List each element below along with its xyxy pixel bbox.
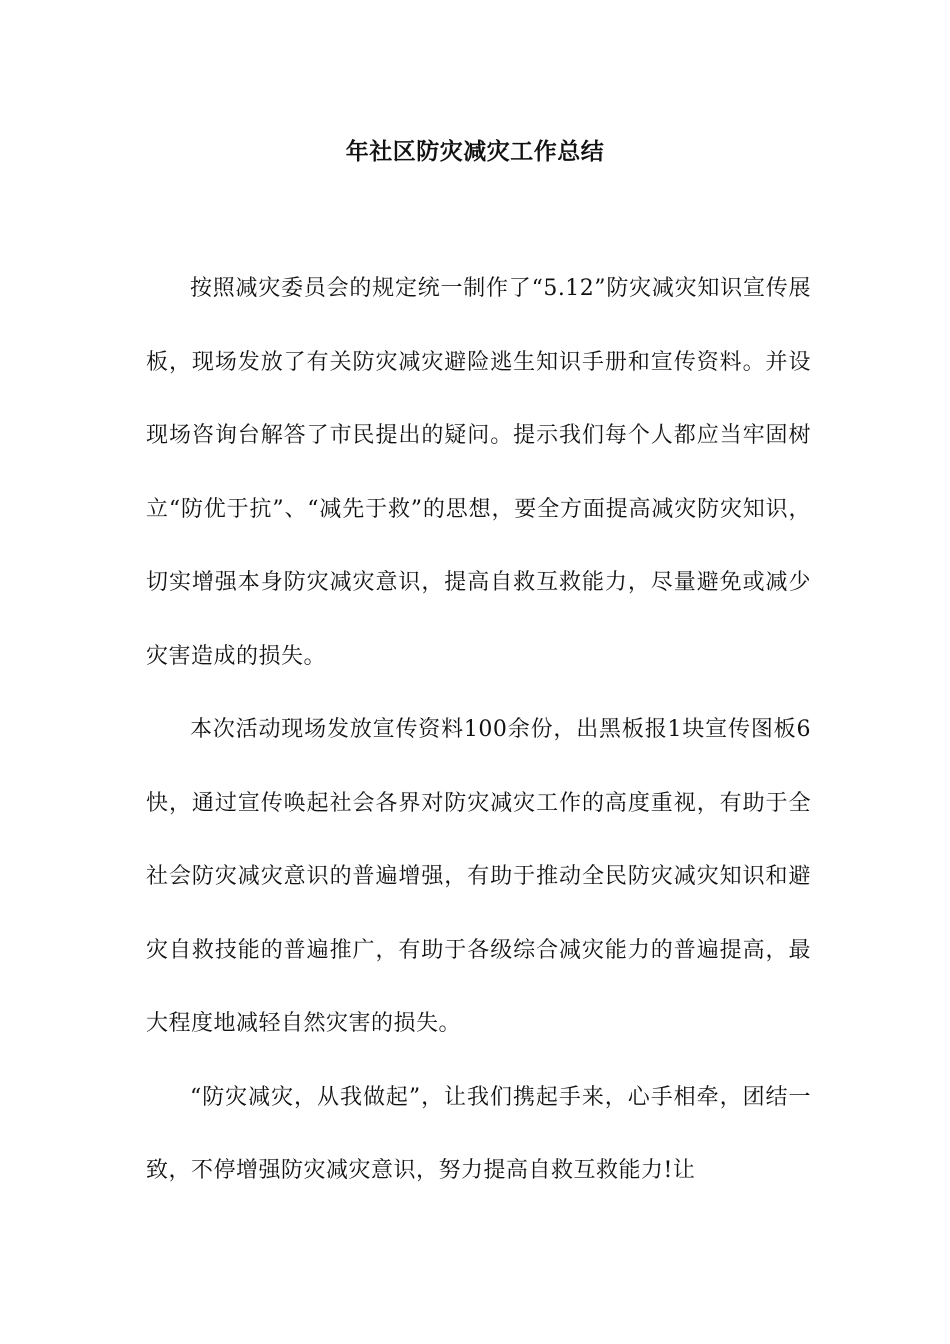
document-title: 年社区防灾减灾工作总结 [345, 138, 605, 165]
paragraph-1: 按照减灾委员会的规定统一制作了“5.12”防灾减灾知识宣传展板，现场发放了有关防灾减灾避险逃生知识手册和宣传资料。并设现场咨询台解答了市民提出的疑问。提示我们每个人都应当牢固树立“防优于抗”、“减先于救”的思想，要全方面提高减灾防灾知识，切实增强本身防灾减灾意识，提高自救互救能力，尽量避免或减少灾害造成的损失。 [146, 276, 811, 669]
document-body [146, 252, 811, 1208]
paragraph-2: 本次活动现场发放宣传资料100余份，出黑板报1块宣传图板6快，通过宣传唤起社会各界对防灾减灾工作的高度重视，有助于全社会防灾减灾意识的普遍增强，有助于推动全民防灾减灾知识和避灾自救技能的普遍推广，有助于各级综合减灾能力的普遍提高，最大程度地减轻自然灾害的损失。 [146, 717, 811, 1036]
paragraph-3: “防灾减灾，从我做起”，让我们携起手来，心手相牵，团结一致，不停增强防灾减灾意识，努力提高自救互救能力!让 [146, 1084, 811, 1183]
